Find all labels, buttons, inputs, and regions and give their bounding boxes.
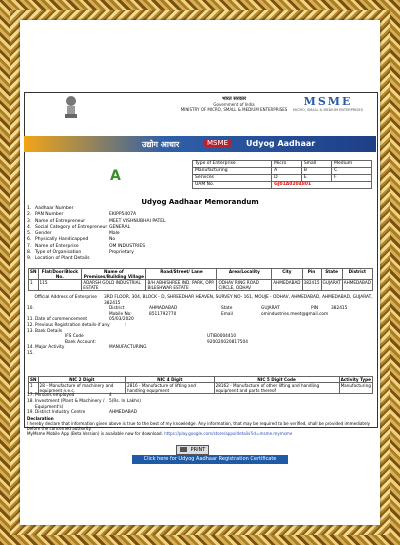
type-col-small: Small [301,161,331,168]
memorandum-title: Udyog Aadhaar Memorandum [141,198,259,206]
field-num: 5. [27,231,32,237]
field-num: 12. [27,322,34,328]
field-num: 8. [27,250,32,256]
plant-col-state: State [321,269,342,280]
field-label: Official Address of Enterprise [34,295,97,300]
uam-label: UAM No. [193,182,272,189]
type-cell: D [272,175,302,182]
field-label: Previous Registration details-if any [35,322,110,328]
nic-table [28,376,373,394]
enterprise-type-table [192,160,372,189]
udyog-banner [24,136,376,152]
field-num [27,295,35,306]
declaration-text: I hereby declare that information given above is true to the best of my knowledge. Any information, that may be required to be verified, shall be provided immediately before the concerned authority. [27,421,371,432]
field-label: PAN Number [35,212,64,218]
field-label: Type of Organisation [35,250,82,256]
nic-cell: 1 [29,383,39,394]
type-cell: A [272,168,302,175]
table-row [193,168,372,175]
plant-cell: ODHAV RING ROAD CIRCLE, ODHAV [217,280,272,291]
type-services: Services [193,175,272,182]
field-num: 4. [27,224,32,230]
type-cell: E [301,175,331,182]
plant-location-table [28,268,373,291]
table-header-row [29,269,373,280]
commencement-date: 05/03/2020 [109,317,134,323]
nic-cell: 2816 - Manufacture of lifting and handling equipment [125,383,214,394]
pin-value: 382415 [331,306,348,312]
field-value: Proprietary [109,250,134,256]
certificate-link-button[interactable] [132,455,288,464]
field-num: 9. [27,256,32,262]
field-num: 7. [27,243,32,249]
enterprise-grade: A [110,168,121,184]
declaration-title: Declaration [27,416,54,422]
account-value: 920020020817504 [207,339,249,345]
app-link[interactable]: https://play.google.com/store/apps/details?id=msme.mymsme [164,431,293,437]
email-label: Email [221,311,233,317]
pin-label: PIN [311,306,319,312]
print-button[interactable] [176,445,209,455]
banner-hindi: उद्योग आधार [142,140,180,149]
type-header: Type of Enterprise [193,161,272,168]
field-label: Aadhaar Number [35,206,74,211]
investment-value: 5(Rs. In Lakhs) [109,398,141,404]
govt-hindi: भारत सरकार [221,96,247,102]
plant-col-pin: Pin [302,269,321,280]
field-num: 2. [27,212,32,218]
state-value: GUJARAT [261,306,280,312]
app-text: MyMsme Mobile App (Beta Version) is available now for download. [27,431,163,437]
uam-number: GJ01A0204801 [272,182,372,189]
plant-col-sn: SN [29,269,39,280]
field-label: Persons employed [35,393,75,398]
nic-col-5digit: NIC 5 Digit Code [214,377,339,383]
table-row [29,383,373,394]
field-label: District Industry Centre [35,410,86,416]
field-label: Physically Handicapped [35,237,89,243]
certificate-page [20,20,380,525]
district-value: AHMADABAD [149,306,178,312]
mobile-label: Mobile No: [109,311,132,317]
printer-icon [180,447,187,452]
field-num: 13. [27,328,34,334]
type-cell: C [332,168,372,175]
type-col-medium: Medium [332,161,372,168]
field-num: 1. [27,206,32,211]
field-value: GENERAL [109,224,131,230]
plant-cell: AHMEDABAD [342,280,372,291]
memorandum-fields [27,206,373,263]
field-label: Name of Enterprise [35,243,79,249]
field-value: OM INDUSTRIES [109,243,146,249]
plant-col-flat: Flat/Door/Block No. [38,269,82,280]
table-row [193,175,372,182]
certificate-link-label: Click here for Udyog Aadhaar Registration Certificate [143,456,277,462]
msme-logo-sub: MICRO, SMALL & MEDIUM ENTERPRISES [293,108,363,112]
field-label: Major Activity [35,345,65,351]
field-value: MEET VISHNUBHAI PATEL [109,218,166,224]
plant-cell: GUJARAT [321,280,342,291]
nic-cell: 28 - Manufacture of machinery and equipment n.e.c. [38,383,125,394]
nic-col-sn: SN [30,377,37,382]
table-row [193,182,372,189]
govt-english: Government of India [213,102,255,107]
plant-cell: AHMEDABAD [272,280,302,291]
lower-section [27,393,373,436]
nic-cell: Manufacturing [339,383,372,394]
district-industry-centre: AHMEDABAD [109,410,137,416]
field-label: Location of Plant Details [35,256,90,262]
plant-col-area: Area/Locality [217,269,272,280]
plant-cell: ADARSH GOLD INDUSTRIAL ESTATE [82,280,146,291]
nic-col-4digit: NIC 4 Digit [125,377,214,383]
field-num: 3. [27,218,32,224]
field-num: 18. [27,398,34,404]
type-manufacturing: Manufacturing [193,168,272,175]
msme-logo [288,95,368,112]
field-label: Gender [35,231,52,237]
field-value: EKIPP5407A [109,212,137,218]
table-row [193,161,372,168]
field-label: Investment (Plant & Machinery / Equipment's) [35,398,105,410]
field-row [27,399,373,411]
prev-registration: : [125,322,127,328]
official-address: 3RD FLOOR, 304, BLOCK - D, SHREEDHAR HEAVEN, SURVEY NO- 161, MOUJE - ODHAV, AHMEDABAD, AHMEDABAD, GUJARAT, 382415 [104,295,373,306]
field-num: 6. [27,237,32,243]
ministry-name: MINISTRY OF MICRO, SMALL & MEDIUM ENTERPRISES [180,107,288,112]
print-label: PRINT [190,447,206,453]
type-col-micro: Micro [272,161,302,168]
plant-col-road: Road/Street/ Lane [146,269,217,280]
ifs-value: UTIB0004410 [207,334,237,340]
plant-cell: 382415 [302,280,321,291]
plant-cell: 115 [38,280,82,291]
state-label: State [221,306,233,312]
field-num: 17. [27,393,34,398]
ifs-label: IFS Code [65,334,84,340]
field-value: No [109,237,116,243]
banner-msme-badge: MSME [204,139,231,147]
plant-col-district: District [342,269,372,280]
table-row [29,280,373,291]
nic-col-2digit: NIC 2 Digit [38,377,125,383]
plant-col-premises: Name of Premises/Building Village [83,269,144,279]
nic-col-activity: Activity Type [340,377,372,382]
field-row [27,351,373,357]
official-address-section [27,295,373,357]
banner-title: Udyog Aadhaar [246,139,316,148]
district-label: District [109,306,125,312]
declaration [27,416,373,436]
field-num: 10. [27,306,34,312]
account-label: Bank Account: [65,339,96,345]
field-label: Name of Entrepreneur [35,218,86,224]
plant-cell: 1 [29,280,39,291]
type-cell: B [301,168,331,175]
plant-col-city: City [272,269,302,280]
field-num: 14. [27,345,34,351]
mobile-value: 8511792770 [149,311,177,317]
nic-cell: 28162 - Manufacture of other lifting and handling equipment and parts thereof [214,383,339,394]
type-cell: F [332,175,372,182]
field-num: 15. [27,350,34,356]
field-row [27,256,373,262]
field-label: Date of commencement [35,317,88,323]
email-value: omindustries.meet@gmail.com [261,311,329,317]
national-emblem-icon [62,94,80,120]
field-label: Social Category of Entrepreneur [35,224,108,230]
certificate-header [24,92,376,134]
field-num: 11. [27,317,34,323]
field-label: Bank Details [35,328,63,334]
msme-logo-word: MSME [303,95,353,108]
plant-cell: B/H ABHISHREE IND. PARK, OPP. BILESHWAR ESTATE [146,280,217,291]
persons-employed: 4 [109,393,112,398]
field-value: Male [109,231,120,237]
field-row [27,295,373,306]
major-activity: MANUFACTURING [109,345,147,351]
field-num: 19. [27,410,34,416]
